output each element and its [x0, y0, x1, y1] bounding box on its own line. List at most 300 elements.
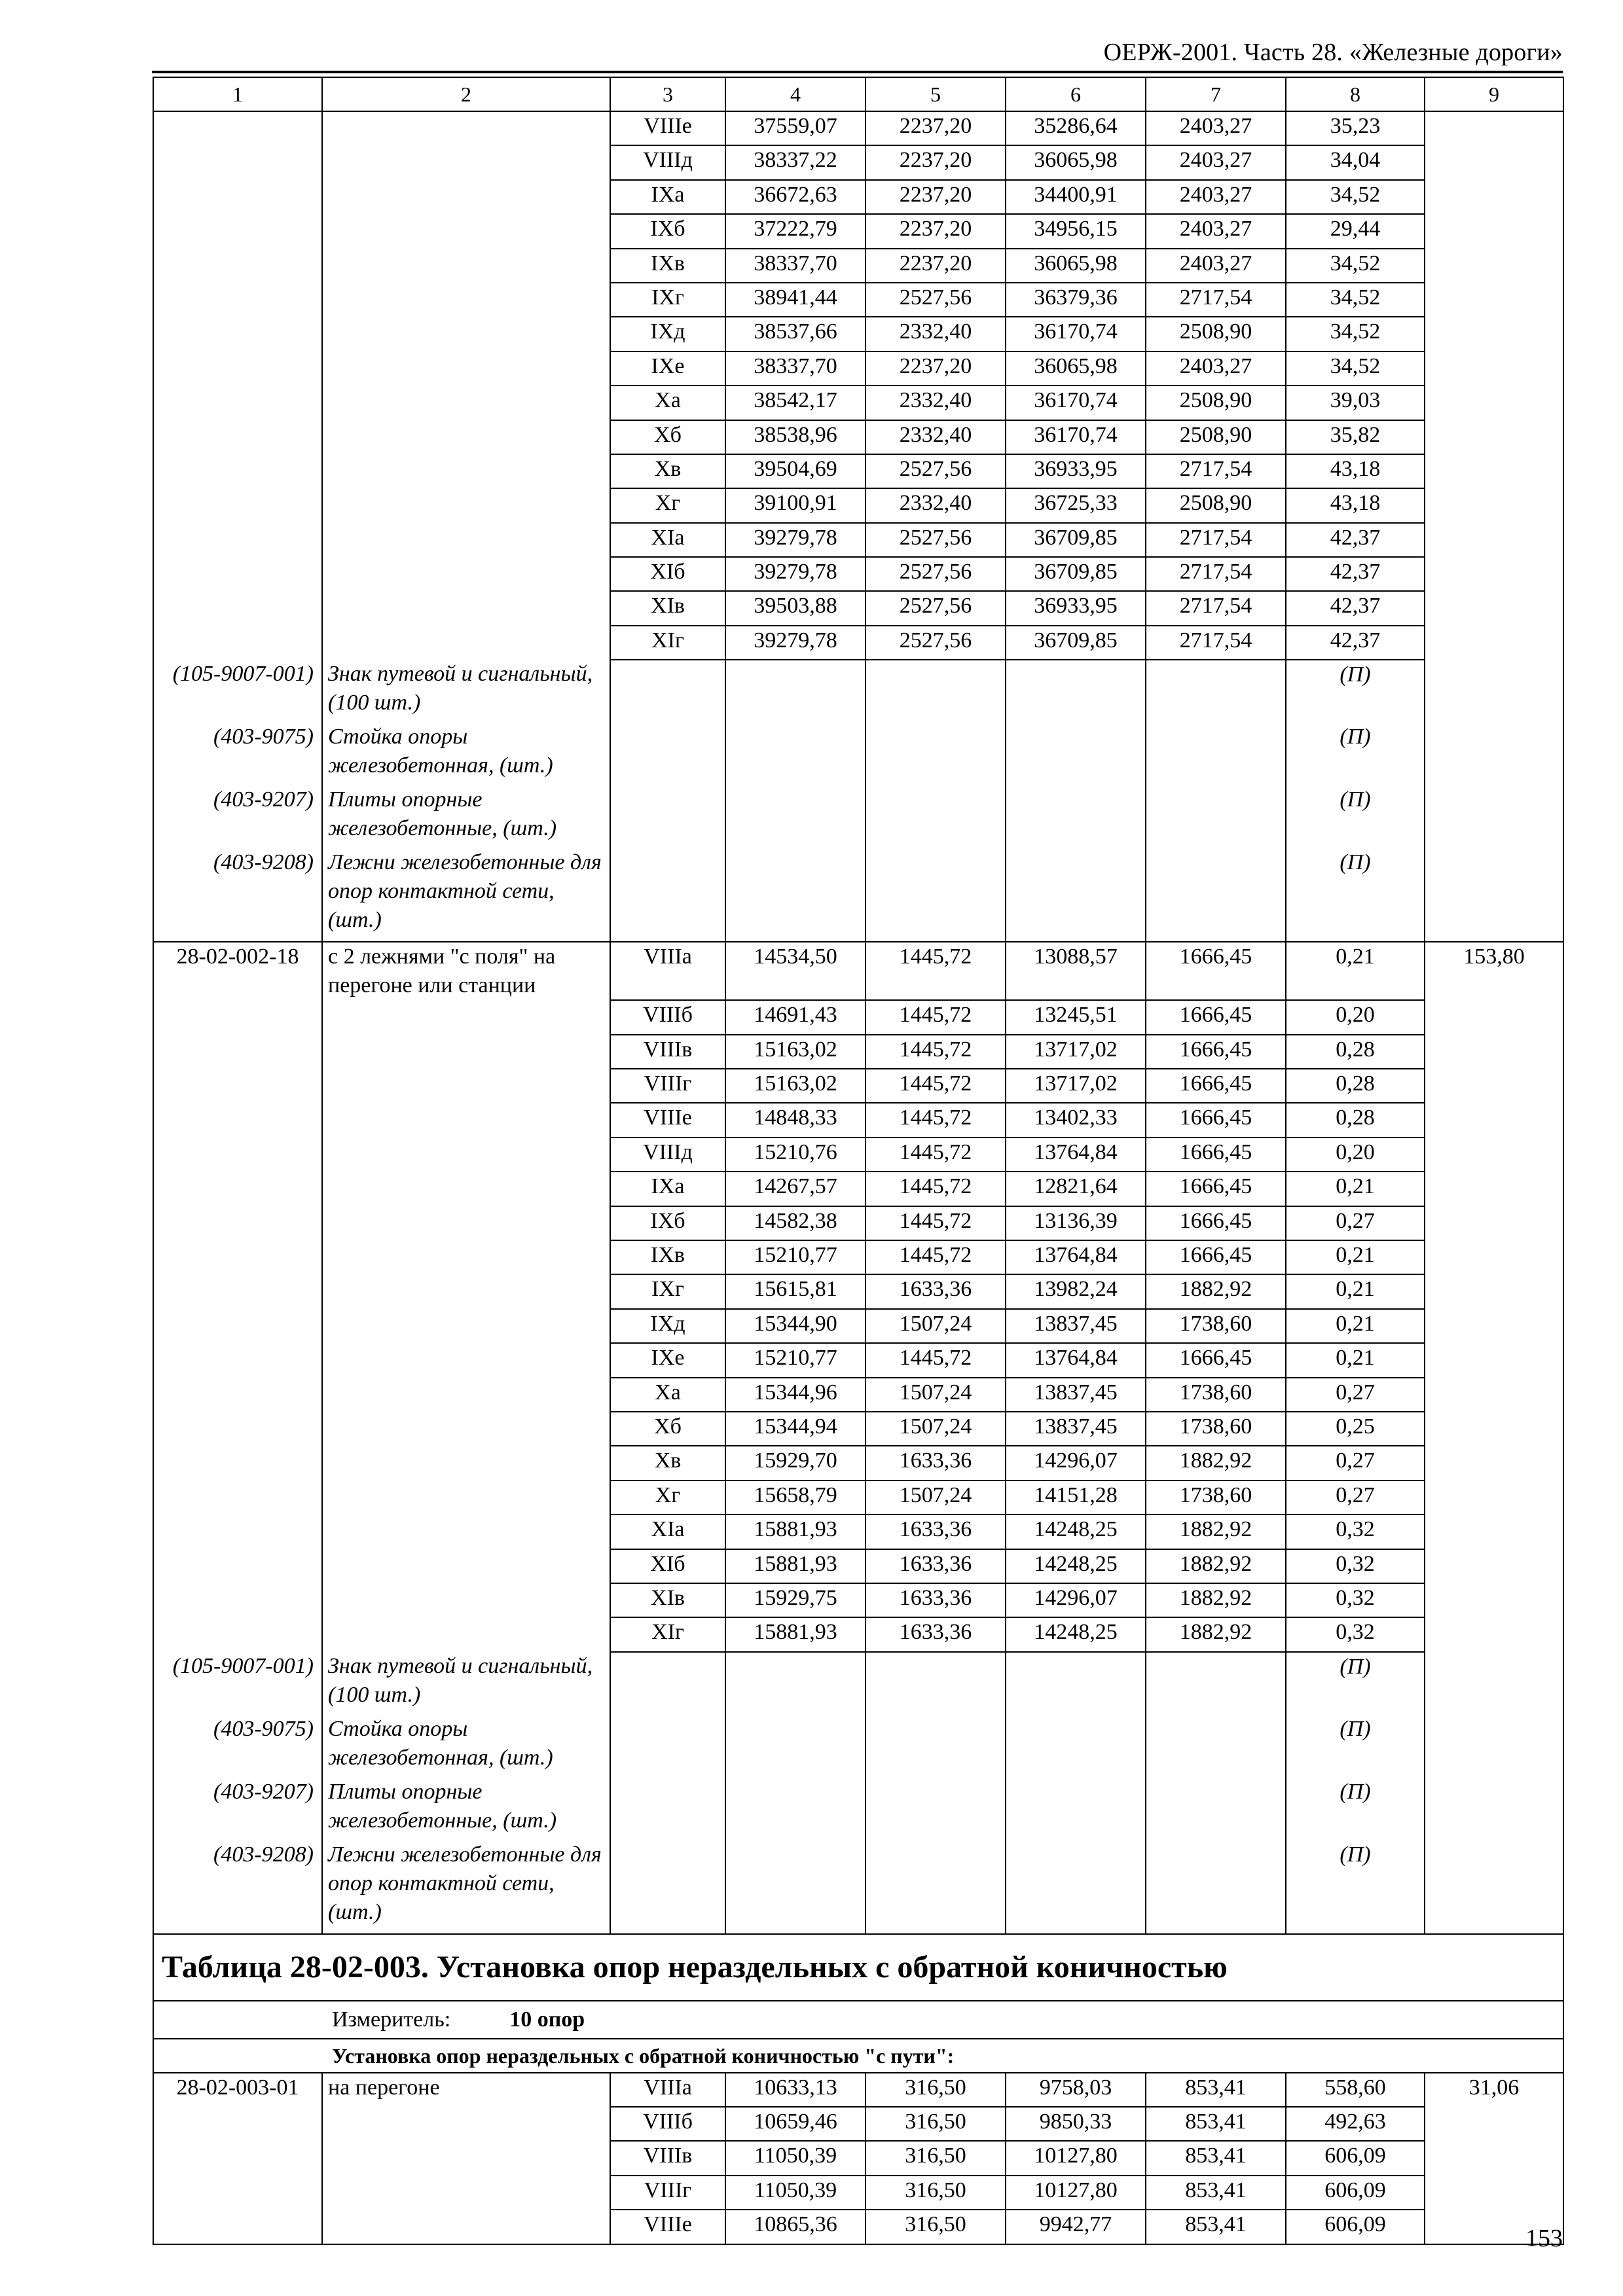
- labor-cost: 153,80: [1425, 942, 1563, 1000]
- col9-cell: [1425, 351, 1563, 386]
- col9-cell: [1425, 386, 1563, 420]
- empty-cell: [725, 785, 866, 848]
- empty-cell: [866, 1715, 1006, 1778]
- name-cell: [322, 1583, 610, 1617]
- zone-cell: VIIIе: [610, 1103, 725, 1137]
- wages: 2527,56: [866, 523, 1006, 557]
- page-number: 153: [1525, 2225, 1563, 2252]
- column-number: 3: [610, 77, 725, 111]
- materials-cost: 0,25: [1286, 1412, 1425, 1446]
- materials-cost: 34,52: [1286, 351, 1425, 386]
- material-mark: (П): [1286, 848, 1425, 942]
- col9-cell: [1425, 214, 1563, 248]
- driver-wages: 1666,45: [1146, 1240, 1286, 1274]
- materials-cost: 0,20: [1286, 1138, 1425, 1172]
- machine-cost: 13717,02: [1006, 1069, 1146, 1103]
- empty-cell: [725, 723, 866, 785]
- name-cell: [322, 488, 610, 522]
- material-mark: (П): [1286, 1778, 1425, 1840]
- empty-cell: [1006, 1778, 1146, 1840]
- driver-wages: 1666,45: [1146, 1206, 1286, 1240]
- materials-cost: 42,37: [1286, 626, 1425, 660]
- code-cell: [153, 523, 322, 557]
- total-cost: 15658,79: [725, 1480, 866, 1515]
- machine-cost: 13837,45: [1006, 1378, 1146, 1412]
- wages: 1633,36: [866, 1515, 1006, 1549]
- empty-cell: [725, 1652, 866, 1715]
- zone-cell: Xб: [610, 420, 725, 454]
- wages: 2237,20: [866, 111, 1006, 145]
- materials-cost: 29,44: [1286, 214, 1425, 248]
- zone-cell: VIIIе: [610, 2210, 725, 2244]
- material-name: Плиты опорные железобетонные, (шт.): [322, 785, 610, 848]
- col9-cell: [1425, 454, 1563, 488]
- zone-cell: VIIIб: [610, 1000, 725, 1034]
- zone-cell: VIIIв: [610, 2141, 725, 2175]
- empty-cell: [1146, 785, 1286, 848]
- name-cell: [322, 2107, 610, 2141]
- wages: 1445,72: [866, 1035, 1006, 1069]
- code-cell: [153, 488, 322, 522]
- code-cell: [153, 591, 322, 625]
- zone-cell: IXг: [610, 1274, 725, 1308]
- machine-cost: 36065,98: [1006, 145, 1146, 179]
- measure-row: [153, 2001, 1563, 2039]
- material-code: (105-9007-001): [153, 1652, 322, 1715]
- zone-cell: XIа: [610, 523, 725, 557]
- zone-cell: VIIIд: [610, 1138, 725, 1172]
- zone-cell: IXб: [610, 214, 725, 248]
- empty-cell: [866, 1778, 1006, 1840]
- column-number: 1: [153, 77, 322, 111]
- wages: 2527,56: [866, 283, 1006, 317]
- machine-cost: 14151,28: [1006, 1480, 1146, 1515]
- name-cell: [322, 1378, 610, 1412]
- table-row: [153, 2107, 1563, 2141]
- driver-wages: 2403,27: [1146, 249, 1286, 283]
- col9-cell: [1425, 1617, 1563, 1651]
- col9-cell: [1425, 1000, 1563, 1034]
- col9-cell: [1425, 249, 1563, 283]
- zone-cell: VIIIа: [610, 942, 725, 1000]
- material-name: Плиты опорные железобетонные, (шт.): [322, 1778, 610, 1840]
- zone-cell: IXа: [610, 1172, 725, 1206]
- machine-cost: 36933,95: [1006, 591, 1146, 625]
- driver-wages: 1666,45: [1146, 1035, 1286, 1069]
- table-row: [153, 1378, 1563, 1412]
- col9-cell: [1425, 723, 1563, 785]
- total-cost: 38337,70: [725, 351, 866, 386]
- table-row: [153, 1103, 1563, 1137]
- table-row: [153, 1515, 1563, 1549]
- wages: 2332,40: [866, 420, 1006, 454]
- name-cell: [322, 1035, 610, 1069]
- total-cost: 39279,78: [725, 557, 866, 591]
- driver-wages: 1882,92: [1146, 1617, 1286, 1651]
- table-row: [153, 1000, 1563, 1034]
- code-cell: [153, 1480, 322, 1515]
- total-cost: 15344,94: [725, 1412, 866, 1446]
- machine-cost: 13245,51: [1006, 1000, 1146, 1034]
- machine-cost: 13764,84: [1006, 1240, 1146, 1274]
- material-name: Лежни железобетонные для опор контактной сети, (шт.): [322, 848, 610, 942]
- code-cell: [153, 1378, 322, 1412]
- machine-cost: 13837,45: [1006, 1309, 1146, 1343]
- driver-wages: 1666,45: [1146, 1343, 1286, 1377]
- zone-cell: Xа: [610, 386, 725, 420]
- machine-cost: 14296,07: [1006, 1583, 1146, 1617]
- code-cell: [153, 111, 322, 145]
- empty-cell: [866, 660, 1006, 723]
- total-cost: 36672,63: [725, 180, 866, 214]
- table-row: [153, 111, 1563, 145]
- code-cell: [153, 1069, 322, 1103]
- table-row: [153, 523, 1563, 557]
- table-row: [153, 249, 1563, 283]
- materials-cost: 0,21: [1286, 942, 1425, 1000]
- code-cell: [153, 1515, 322, 1549]
- material-row: [153, 660, 1563, 723]
- material-code: (403-9075): [153, 1715, 322, 1778]
- zone-cell: VIIIв: [610, 1035, 725, 1069]
- materials-cost: 0,28: [1286, 1035, 1425, 1069]
- materials-cost: 34,52: [1286, 317, 1425, 351]
- zone-cell: XIг: [610, 1617, 725, 1651]
- rate-code: 28-02-003-01: [153, 2073, 322, 2107]
- col9-cell: [1425, 557, 1563, 591]
- total-cost: 11050,39: [725, 2176, 866, 2210]
- name-cell: [322, 111, 610, 145]
- name-cell: [322, 1274, 610, 1308]
- total-cost: 39279,78: [725, 523, 866, 557]
- table-row: [153, 1446, 1563, 1480]
- total-cost: 14267,57: [725, 1172, 866, 1206]
- total-cost: 14582,38: [725, 1206, 866, 1240]
- machine-cost: 10127,80: [1006, 2141, 1146, 2175]
- code-cell: [153, 214, 322, 248]
- material-name: Стойка опоры железобетонная, (шт.): [322, 723, 610, 785]
- machine-cost: 14248,25: [1006, 1617, 1146, 1651]
- materials-cost: 43,18: [1286, 488, 1425, 522]
- wages: 1633,36: [866, 1274, 1006, 1308]
- wages: 316,50: [866, 2107, 1006, 2141]
- total-cost: 38537,66: [725, 317, 866, 351]
- col9-cell: [1425, 785, 1563, 848]
- wages: 1507,24: [866, 1412, 1006, 1446]
- total-cost: 15881,93: [725, 1617, 866, 1651]
- wages: 316,50: [866, 2141, 1006, 2175]
- zone-cell: IXа: [610, 180, 725, 214]
- col9-cell: [1425, 591, 1563, 625]
- material-mark: (П): [1286, 1715, 1425, 1778]
- zone-cell: IXв: [610, 1240, 725, 1274]
- material-row: [153, 785, 1563, 848]
- code-cell: [153, 283, 322, 317]
- zone-cell: Xб: [610, 1412, 725, 1446]
- total-cost: 10865,36: [725, 2210, 866, 2244]
- machine-cost: 34956,15: [1006, 214, 1146, 248]
- table-row: [153, 942, 1563, 1000]
- table-row: [153, 1617, 1563, 1651]
- name-cell: [322, 1138, 610, 1172]
- table-row: [153, 1309, 1563, 1343]
- code-cell: [153, 145, 322, 179]
- machine-cost: 9942,77: [1006, 2210, 1146, 2244]
- code-cell: [153, 420, 322, 454]
- name-cell: [322, 1069, 610, 1103]
- table-row: [153, 1549, 1563, 1583]
- wages: 1445,72: [866, 1103, 1006, 1137]
- table-row: [153, 351, 1563, 386]
- table-row: [153, 1412, 1563, 1446]
- name-cell: [322, 1172, 610, 1206]
- zone-cell: XIб: [610, 1549, 725, 1583]
- zone-cell: Xг: [610, 488, 725, 522]
- empty-cell: [725, 1840, 866, 1934]
- column-number: 6: [1006, 77, 1146, 111]
- machine-cost: 9758,03: [1006, 2073, 1146, 2107]
- driver-wages: 2508,90: [1146, 488, 1286, 522]
- zone-cell: XIв: [610, 1583, 725, 1617]
- driver-wages: 1738,60: [1146, 1378, 1286, 1412]
- table-row: [153, 386, 1563, 420]
- wages: 1507,24: [866, 1378, 1006, 1412]
- wages: 2527,56: [866, 557, 1006, 591]
- materials-cost: 0,32: [1286, 1515, 1425, 1549]
- col9-cell: [1425, 1583, 1563, 1617]
- table-row: [153, 1240, 1563, 1274]
- name-cell: [322, 454, 610, 488]
- col9-cell: [1425, 1069, 1563, 1103]
- name-cell: [322, 1309, 610, 1343]
- machine-cost: 36065,98: [1006, 351, 1146, 386]
- table-row: [153, 1274, 1563, 1308]
- wages: 1445,72: [866, 1000, 1006, 1034]
- table-row: [153, 1480, 1563, 1515]
- name-cell: [322, 523, 610, 557]
- code-cell: [153, 2176, 322, 2210]
- driver-wages: 853,41: [1146, 2210, 1286, 2244]
- code-cell: [153, 626, 322, 660]
- empty-cell: [1146, 1778, 1286, 1840]
- zone-cell: VIIIг: [610, 1069, 725, 1103]
- total-cost: 15929,75: [725, 1583, 866, 1617]
- col9-cell: [1425, 1343, 1563, 1377]
- driver-wages: 2403,27: [1146, 214, 1286, 248]
- col9-cell: [1425, 1138, 1563, 1172]
- materials-cost: 34,04: [1286, 145, 1425, 179]
- subheading: Установка опор нераздельных с обратной коничностью "с пути":: [332, 2043, 955, 2068]
- driver-wages: 2403,27: [1146, 145, 1286, 179]
- name-cell: [322, 249, 610, 283]
- zone-cell: IXе: [610, 351, 725, 386]
- column-number: 4: [725, 77, 866, 111]
- col9-cell: [1425, 848, 1563, 942]
- column-number: 5: [866, 77, 1006, 111]
- name-cell: [322, 591, 610, 625]
- wages: 1445,72: [866, 1069, 1006, 1103]
- header-rule: [152, 71, 1563, 73]
- measure-label: Измеритель:: [332, 2007, 451, 2032]
- driver-wages: 2508,90: [1146, 386, 1286, 420]
- code-cell: [153, 1206, 322, 1240]
- driver-wages: 853,41: [1146, 2107, 1286, 2141]
- wages: 316,50: [866, 2210, 1006, 2244]
- zone-cell: VIIIг: [610, 2176, 725, 2210]
- materials-cost: 0,21: [1286, 1309, 1425, 1343]
- empty-cell: [610, 848, 725, 942]
- total-cost: 15344,90: [725, 1309, 866, 1343]
- code-cell: [153, 1000, 322, 1034]
- rate-name: на перегоне: [322, 2073, 610, 2107]
- empty-cell: [866, 1840, 1006, 1934]
- machine-cost: 13837,45: [1006, 1412, 1146, 1446]
- driver-wages: 2717,54: [1146, 523, 1286, 557]
- col9-cell: [1425, 1840, 1563, 1934]
- col9-cell: [1425, 1240, 1563, 1274]
- code-cell: [153, 351, 322, 386]
- wages: 2237,20: [866, 351, 1006, 386]
- wages: 1445,72: [866, 1240, 1006, 1274]
- col9-cell: [1425, 1274, 1563, 1308]
- materials-cost: 42,37: [1286, 557, 1425, 591]
- material-name: Знак путевой и сигнальный, (100 шт.): [322, 660, 610, 723]
- total-cost: 38542,17: [725, 386, 866, 420]
- materials-cost: 0,21: [1286, 1240, 1425, 1274]
- materials-cost: 0,27: [1286, 1480, 1425, 1515]
- zone-cell: Xг: [610, 1480, 725, 1515]
- col9-cell: [1425, 1378, 1563, 1412]
- col9-cell: [1425, 1515, 1563, 1549]
- empty-cell: [1006, 785, 1146, 848]
- wages: 1633,36: [866, 1549, 1006, 1583]
- code-cell: [153, 1240, 322, 1274]
- col9-cell: [1425, 2141, 1563, 2175]
- driver-wages: 2508,90: [1146, 317, 1286, 351]
- wages: 1633,36: [866, 1446, 1006, 1480]
- total-cost: 15881,93: [725, 1515, 866, 1549]
- material-mark: (П): [1286, 785, 1425, 848]
- table-row: [153, 2210, 1563, 2244]
- col9-cell: [1425, 420, 1563, 454]
- code-cell: [153, 1343, 322, 1377]
- total-cost: 37222,79: [725, 214, 866, 248]
- name-cell: [322, 1412, 610, 1446]
- driver-wages: 1666,45: [1146, 1138, 1286, 1172]
- code-cell: [153, 1549, 322, 1583]
- materials-cost: 0,28: [1286, 1069, 1425, 1103]
- code-cell: [153, 2107, 322, 2141]
- empty-cell: [725, 848, 866, 942]
- col9-cell: [1425, 1172, 1563, 1206]
- driver-wages: 2717,54: [1146, 591, 1286, 625]
- machine-cost: 36709,85: [1006, 557, 1146, 591]
- materials-cost: 34,52: [1286, 249, 1425, 283]
- wages: 2332,40: [866, 317, 1006, 351]
- code-cell: [153, 386, 322, 420]
- table-row: [153, 283, 1563, 317]
- material-row: [153, 848, 1563, 942]
- empty-cell: [1146, 723, 1286, 785]
- col9-cell: [1425, 1715, 1563, 1778]
- table-row: [153, 488, 1563, 522]
- driver-wages: 2508,90: [1146, 420, 1286, 454]
- zone-cell: XIб: [610, 557, 725, 591]
- machine-cost: 13402,33: [1006, 1103, 1146, 1137]
- total-cost: 15615,81: [725, 1274, 866, 1308]
- driver-wages: 1666,45: [1146, 1069, 1286, 1103]
- wages: 2527,56: [866, 591, 1006, 625]
- materials-cost: 34,52: [1286, 283, 1425, 317]
- zone-cell: IXд: [610, 317, 725, 351]
- zone-cell: IXд: [610, 1309, 725, 1343]
- col9-cell: [1425, 1778, 1563, 1840]
- empty-cell: [1146, 1715, 1286, 1778]
- table-row: [153, 591, 1563, 625]
- total-cost: 38337,22: [725, 145, 866, 179]
- empty-cell: [1006, 723, 1146, 785]
- materials-cost: 0,20: [1286, 1000, 1425, 1034]
- col9-cell: [1425, 626, 1563, 660]
- driver-wages: 1666,45: [1146, 1103, 1286, 1137]
- total-cost: 15210,76: [725, 1138, 866, 1172]
- driver-wages: 1666,45: [1146, 942, 1286, 1000]
- empty-cell: [610, 723, 725, 785]
- code-cell: [153, 2141, 322, 2175]
- material-row: [153, 1715, 1563, 1778]
- driver-wages: 2717,54: [1146, 557, 1286, 591]
- materials-cost: 42,37: [1286, 591, 1425, 625]
- machine-cost: 36933,95: [1006, 454, 1146, 488]
- col9-cell: [1425, 111, 1563, 145]
- zone-cell: Xв: [610, 1446, 725, 1480]
- zone-cell: IXе: [610, 1343, 725, 1377]
- materials-cost: 34,52: [1286, 180, 1425, 214]
- machine-cost: 36170,74: [1006, 420, 1146, 454]
- code-cell: [153, 1172, 322, 1206]
- table-row: [153, 1343, 1563, 1377]
- name-cell: [322, 145, 610, 179]
- name-cell: [322, 180, 610, 214]
- empty-cell: [1146, 1652, 1286, 1715]
- table-row: [153, 2073, 1563, 2107]
- code-cell: [153, 317, 322, 351]
- labor-cost: 31,06: [1425, 2073, 1563, 2107]
- driver-wages: 1882,92: [1146, 1549, 1286, 1583]
- machine-cost: 13764,84: [1006, 1138, 1146, 1172]
- material-row: [153, 723, 1563, 785]
- col9-cell: [1425, 283, 1563, 317]
- col9-cell: [1425, 1103, 1563, 1137]
- material-name: Стойка опоры железобетонная, (шт.): [322, 1715, 610, 1778]
- zone-cell: IXб: [610, 1206, 725, 1240]
- materials-cost: 0,21: [1286, 1172, 1425, 1206]
- machine-cost: 36709,85: [1006, 523, 1146, 557]
- zone-cell: XIг: [610, 626, 725, 660]
- rate-code: 28-02-002-18: [153, 942, 322, 1000]
- total-cost: 15163,02: [725, 1069, 866, 1103]
- empty-cell: [725, 1778, 866, 1840]
- col9-cell: [1425, 1446, 1563, 1480]
- machine-cost: 36725,33: [1006, 488, 1146, 522]
- name-cell: [322, 1103, 610, 1137]
- driver-wages: 1738,60: [1146, 1412, 1286, 1446]
- col9-cell: [1425, 2176, 1563, 2210]
- driver-wages: 853,41: [1146, 2176, 1286, 2210]
- total-cost: 39503,88: [725, 591, 866, 625]
- empty-cell: [610, 1715, 725, 1778]
- driver-wages: 1882,92: [1146, 1446, 1286, 1480]
